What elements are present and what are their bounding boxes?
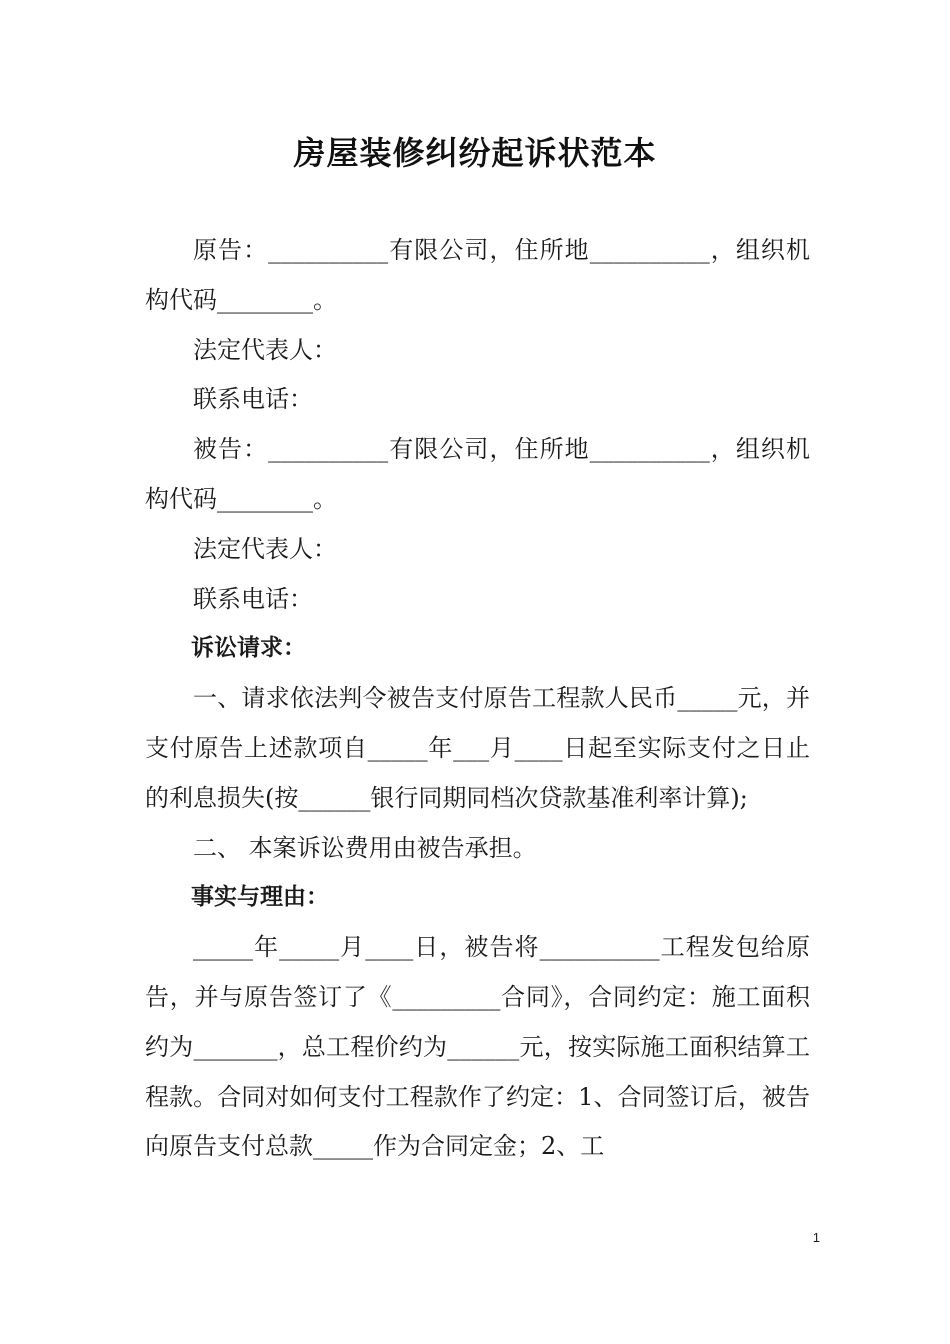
document-body [145,226,810,1172]
facts-heading: 事实与理由： [191,884,329,911]
plaintiff-phone: 联系电话： [193,385,313,414]
plaintiff-info: 原告：__________有限公司，住所地__________，组织机构代码________。 [145,236,810,314]
page-number: 1 [812,1230,820,1245]
defendant-legal-representative: 法定代表人： [193,534,337,563]
defendant-info: 被告：__________有限公司，住所地__________，组织机构代码________。 [145,435,810,513]
claim-one: 一、请求依法判令被告支付原告工程款人民币_____元，并支付原告上述款项自_____年___月____日起至实际支付之日止的利息损失(按______银行同期同档次贷款基准利率计算); [145,684,810,812]
claims-heading: 诉讼请求： [191,635,306,662]
document-title: 房屋装修纠纷起诉状范本 [293,134,657,172]
plaintiff-legal-representative: 法定代表人： [193,335,337,364]
claim-two: 二、 本案诉讼费用由被告承担。 [193,833,537,862]
facts-paragraph: _____年_____月____日，被告将__________工程发包给原告，并与原告签订了《_________合同》，合同约定：施工面积约为_______，总工程价约为______元，按实际施工面积结算工程款。合同对如何支付工程款作了约定：1、合同签订后，被告向原告支付总款_____作为合同定金；2、工 [145,933,810,1161]
defendant-phone: 联系电话： [193,584,313,613]
